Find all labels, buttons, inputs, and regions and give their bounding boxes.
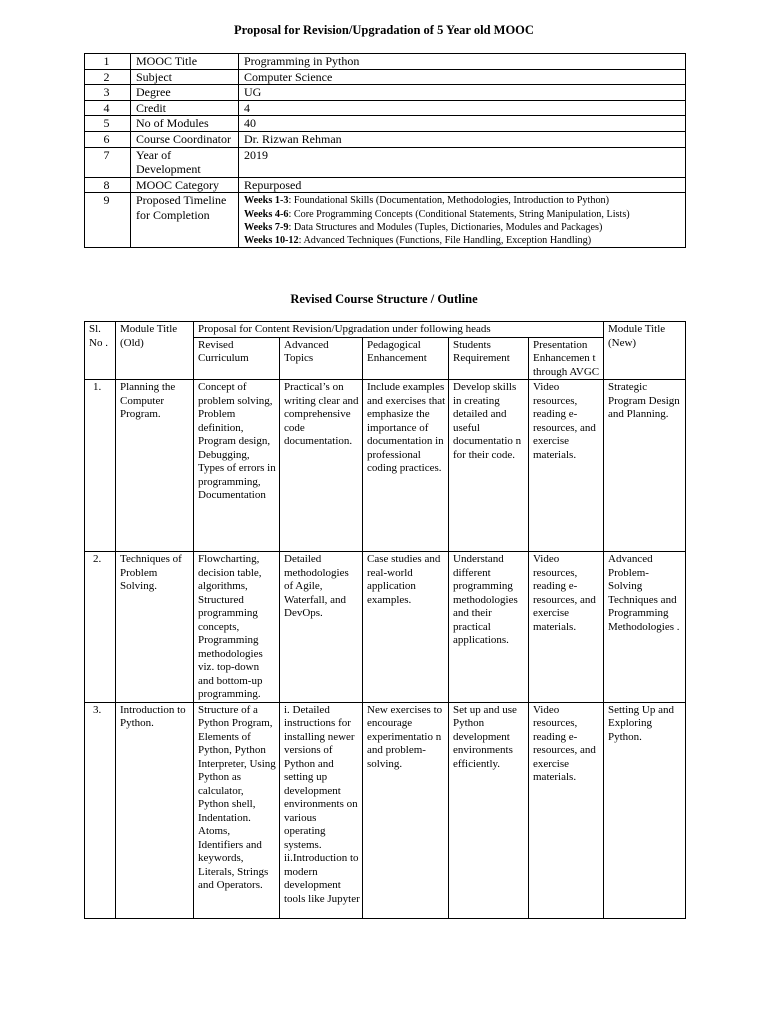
- info-row: [85, 100, 686, 116]
- info-row-number: 7: [85, 147, 131, 177]
- header-presentation-enhancement: Presentation Enhancemen t through AVGC: [529, 337, 604, 380]
- cell-sl-no: 1.: [85, 380, 116, 552]
- info-row-value: 4: [239, 100, 686, 116]
- info-row-number: 2: [85, 69, 131, 85]
- info-row-label: Degree: [131, 85, 239, 101]
- timeline-text: : Data Structures and Modules (Tuples, Dictionaries, Modules and Packages): [288, 221, 603, 233]
- info-row-number: 4: [85, 100, 131, 116]
- info-row: [85, 131, 686, 147]
- header-revised-curriculum: Revised Curriculum: [194, 337, 280, 380]
- info-row-value: Programming in Python: [239, 54, 686, 70]
- info-row: [85, 69, 686, 85]
- cell-module-title-old: Planning the Computer Program.: [116, 380, 194, 552]
- info-row-label: Credit: [131, 100, 239, 116]
- info-row: [85, 85, 686, 101]
- page-title: Proposal for Revision/Upgradation of 5 Year old MOOC: [234, 23, 534, 37]
- timeline-text: : Advanced Techniques (Functions, File Handling, Exception Handling): [298, 234, 592, 246]
- info-row-number: 8: [85, 177, 131, 193]
- timeline-line: [244, 194, 685, 207]
- cell-presentation-enhancement: Video resources, reading e-resources, and exercise materials.: [529, 702, 604, 918]
- timeline-line: [244, 221, 685, 234]
- info-row-value: 40: [239, 116, 686, 132]
- header-students-requirement: Students Requirement: [449, 337, 529, 380]
- cell-presentation-enhancement: Video resources, reading e-resources, and exercise materials.: [529, 380, 604, 552]
- info-row: [85, 54, 686, 70]
- info-row-number: 3: [85, 85, 131, 101]
- timeline-line: [244, 208, 685, 221]
- timeline-weeks: Weeks 1-3: [244, 195, 289, 207]
- structure-row: [85, 552, 686, 703]
- cell-students-requirement: Set up and use Python development environments efficiently.: [449, 702, 529, 918]
- cell-advanced-topics: i. Detailed instructions for installing newer versions of Python and setting up development environments on various operating systems. ii.Introduction to modern development tools like Jupyter: [280, 702, 363, 918]
- timeline-line: [244, 234, 685, 247]
- cell-module-title-new: Strategic Program Design and Planning.: [604, 380, 686, 552]
- structure-header-row: [85, 322, 686, 338]
- info-row-value: Repurposed: [239, 177, 686, 193]
- cell-revised-curriculum: Concept of problem solving, Problem definition, Program design, Debugging, Types of errors in programming, Documentation: [194, 380, 280, 552]
- info-row-value: UG: [239, 85, 686, 101]
- cell-sl-no: 2.: [85, 552, 116, 703]
- structure-row: [85, 380, 686, 552]
- info-row: [85, 177, 686, 193]
- timeline-weeks: Weeks 7-9: [244, 221, 289, 233]
- cell-module-title-new: Advanced Problem-Solving Techniques and Programming Methodologies .: [604, 552, 686, 703]
- info-row-label: Proposed Timeline for Completion: [131, 193, 239, 248]
- info-row-label: MOOC Category: [131, 177, 239, 193]
- cell-pedagogical-enhancement: Case studies and real-world application examples.: [363, 552, 449, 703]
- info-row-label: MOOC Title: [131, 54, 239, 70]
- info-row: [85, 116, 686, 132]
- info-row-label: Year of Development: [131, 147, 239, 177]
- cell-module-title-old: Introduction to Python.: [116, 702, 194, 918]
- cell-pedagogical-enhancement: Include examples and exercises that emphasize the importance of documentation in professional coding practices.: [363, 380, 449, 552]
- cell-module-title-new: Setting Up and Exploring Python.: [604, 702, 686, 918]
- info-row-number: 6: [85, 131, 131, 147]
- info-row-value: Computer Science: [239, 69, 686, 85]
- info-row-label: No of Modules: [131, 116, 239, 132]
- structure-row: [85, 702, 686, 918]
- cell-presentation-enhancement: Video resources, reading e-resources, and exercise materials.: [529, 552, 604, 703]
- info-row: [85, 193, 686, 248]
- cell-students-requirement: Understand different programming methodologies and their practical applications.: [449, 552, 529, 703]
- cell-students-requirement: Develop skills in creating detailed and useful documentatio n for their code.: [449, 380, 529, 552]
- cell-pedagogical-enhancement: New exercises to encourage experimentatio n and problem-solving.: [363, 702, 449, 918]
- header-proposal: Proposal for Content Revision/Upgradation under following heads: [194, 322, 604, 338]
- timeline-cell: [239, 193, 686, 248]
- course-structure-table: [84, 321, 686, 919]
- mooc-info-table: [84, 53, 686, 248]
- info-row-label: Course Coordinator: [131, 131, 239, 147]
- info-row-value: 2019: [239, 147, 686, 177]
- info-row: [85, 147, 686, 177]
- header-module-title-old: Module Title (Old): [116, 322, 194, 380]
- timeline-text: : Foundational Skills (Documentation, Methodologies, Introduction to Python): [288, 195, 610, 207]
- timeline-text: : Core Programming Concepts (Conditional Statements, String Manipulation, Lists): [288, 208, 630, 220]
- section-title: Revised Course Structure / Outline: [290, 292, 478, 306]
- header-advanced-topics: Advanced Topics: [280, 337, 363, 380]
- info-row-value: Dr. Rizwan Rehman: [239, 131, 686, 147]
- header-sl-no: Sl. No .: [85, 322, 116, 380]
- header-pedagogical-enhancement: Pedagogical Enhancement: [363, 337, 449, 380]
- cell-revised-curriculum: Structure of a Python Program, Elements of Python, Python Interpreter, Using Python as calculator, Python shell, Indentation. Atoms, Identifiers and keywords, Literals, Strings and Operators.: [194, 702, 280, 918]
- cell-advanced-topics: Practical’s on writing clear and comprehensive code documentation.: [280, 380, 363, 552]
- timeline-weeks: Weeks 4-6: [244, 208, 289, 220]
- cell-module-title-old: Techniques of Problem Solving.: [116, 552, 194, 703]
- cell-revised-curriculum: Flowcharting, decision table, algorithms, Structured programming concepts, Programming methodologies viz. top-down and bottom-up programming.: [194, 552, 280, 703]
- header-module-title-new: Module Title (New): [604, 322, 686, 380]
- info-row-number: 1: [85, 54, 131, 70]
- info-row-number: 9: [85, 193, 131, 248]
- info-row-label: Subject: [131, 69, 239, 85]
- info-row-number: 5: [85, 116, 131, 132]
- cell-advanced-topics: Detailed methodologies of Agile, Waterfall, and DevOps.: [280, 552, 363, 703]
- timeline-weeks: Weeks 10-12: [244, 234, 299, 246]
- cell-sl-no: 3.: [85, 702, 116, 918]
